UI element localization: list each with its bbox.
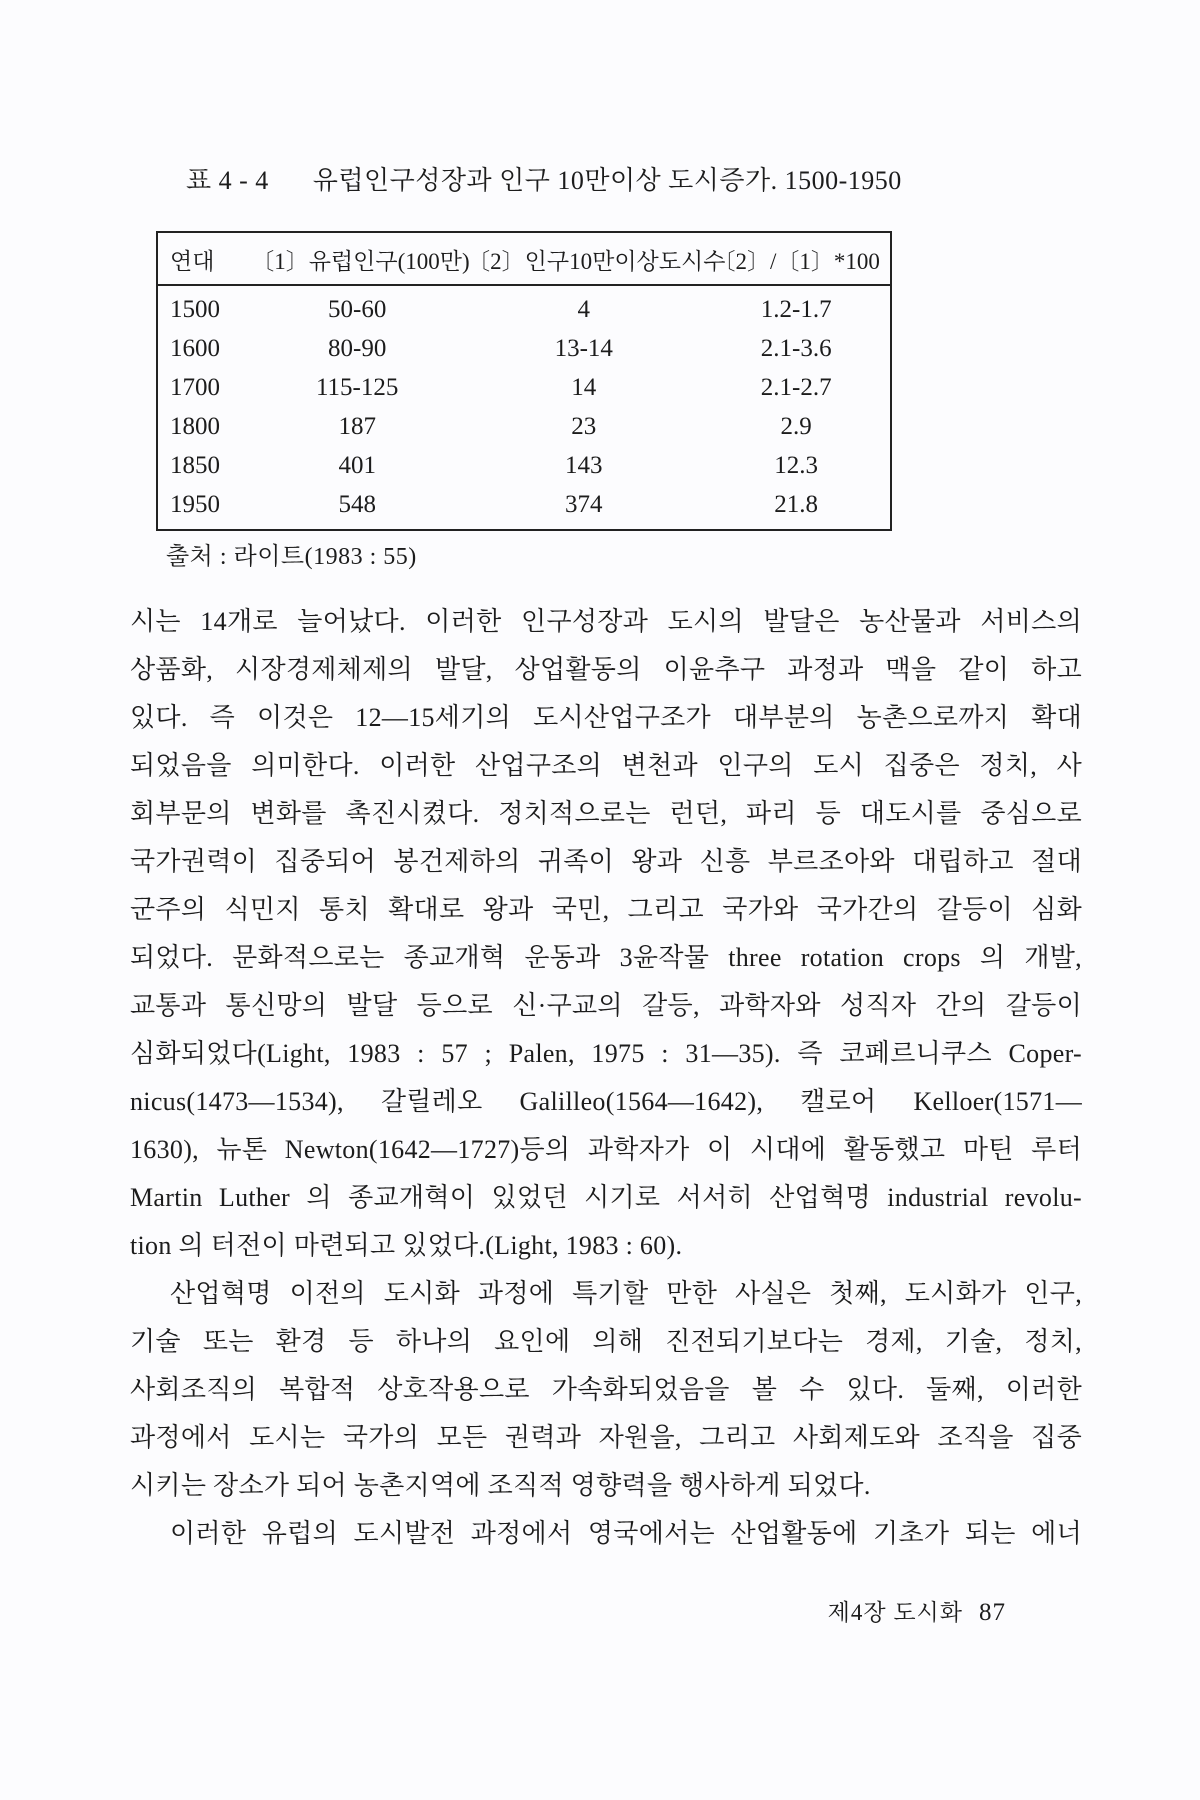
- text-line: 기술 또는 환경 등 하나의 요인에 의해 진전되기보다는 경제, 기술, 정치,: [130, 1327, 1082, 1356]
- table-cell: 12.3: [774, 452, 819, 479]
- table-header-row: [157, 232, 891, 285]
- table-row: [157, 485, 891, 530]
- column-header: 〔2〕인구10만이상도시수: [465, 232, 702, 285]
- column-header: 〔1〕유럽인구(100만): [249, 232, 465, 285]
- text-line: 국가권력이 집중되어 봉건제하의 귀족이 왕과 신흥 부르조아와 대립하고 절대: [130, 847, 1082, 876]
- table-cell: 401: [338, 452, 376, 479]
- table-source: 출처 : 라이트(1983 : 55): [166, 544, 417, 570]
- table-cell: 21.8: [774, 491, 819, 518]
- table-row: [157, 446, 891, 485]
- text-line: 이러한 유럽의 도시발전 과정에서 영국에서는 산업활동에 기초가 되는 에너: [170, 1519, 1082, 1548]
- text-line: 1630), 뉴톤 Newton(1642—1727)등의 과학자가 이 시대에 활동했고 마틴 루터: [130, 1135, 1082, 1164]
- table-row: [157, 407, 891, 446]
- table-cell: 50-60: [328, 296, 387, 323]
- table-cell: 13-14: [554, 335, 613, 362]
- data-table: [156, 231, 892, 531]
- table-cell: 1850: [170, 452, 220, 479]
- text-line: 있다. 즉 이것은 12—15세기의 도시산업구조가 대부분의 농촌으로까지 확대: [130, 703, 1082, 732]
- table-row: [157, 329, 891, 368]
- table-cell: 80-90: [328, 335, 387, 362]
- table-cell: 1950: [170, 491, 220, 518]
- table-cell: 374: [565, 491, 603, 518]
- text-line: 되었다. 문화적으로는 종교개혁 운동과 3윤작물 three rotation crops 의 개발,: [130, 943, 1082, 972]
- table-cell: 2.1-3.6: [760, 335, 832, 362]
- table-row: [157, 285, 891, 329]
- table-cell: 23: [571, 413, 597, 440]
- text-line: tion 의 터전이 마련되고 있었다.(Light, 1983 : 60).: [130, 1231, 683, 1260]
- table-cell: 1600: [170, 335, 220, 362]
- text-line: nicus(1473—1534), 갈릴레오 Galilleo(1564—1642), 캘로어 Kelloer(1571—: [130, 1087, 1082, 1116]
- table-cell: 115-125: [315, 374, 399, 401]
- table-cell: 187: [338, 413, 376, 440]
- text-line: Martin Luther 의 종교개혁이 있었던 시기로 서서히 산업혁명 industrial revolu-: [130, 1183, 1082, 1212]
- table-cell: 1500: [170, 296, 220, 323]
- table-cell: 1.2-1.7: [760, 296, 832, 323]
- text-line: 회부문의 변화를 촉진시켰다. 정치적으로는 런던, 파리 등 대도시를 중심으로: [130, 799, 1082, 828]
- table-caption-text: 유럽인구성장과 인구 10만이상 도시증가. 1500-1950: [312, 166, 902, 195]
- page-footer: [130, 1594, 1006, 1627]
- table-label: 표 4 - 4: [186, 166, 269, 195]
- table-cell: 4: [577, 296, 590, 323]
- table-cell: 1700: [170, 374, 220, 401]
- table-cell: 2.1-2.7: [760, 374, 832, 401]
- table-cell: 2.9: [780, 413, 812, 440]
- table-cell: 14: [571, 374, 597, 401]
- text-line: 되었음을 의미한다. 이러한 산업구조의 변천과 인구의 도시 집중은 정치, 사: [130, 751, 1082, 780]
- text-line: 시키는 장소가 되어 농촌지역에 조직적 영향력을 행사하게 되었다.: [130, 1471, 871, 1500]
- table-body: [157, 285, 891, 530]
- table-caption: [186, 160, 902, 197]
- text-line: 교통과 통신망의 발달 등으로 신·구교의 갈등, 과학자와 성직자 간의 갈등이: [130, 991, 1082, 1020]
- table-head: [157, 232, 891, 285]
- body-text: [130, 598, 1082, 1558]
- table-cell: 1800: [170, 413, 220, 440]
- text-line: 산업혁명 이전의 도시화 과정에 특기할 만한 사실은 첫째, 도시화가 인구,: [170, 1279, 1082, 1308]
- column-header: 〔2〕/〔1〕*100: [702, 232, 891, 285]
- text-line: 사회조직의 복합적 상호작용으로 가속화되었음을 볼 수 있다. 둘째, 이러한: [130, 1375, 1082, 1404]
- text-line: 시는 14개로 늘어났다. 이러한 인구성장과 도시의 발달은 농산물과 서비스의: [130, 607, 1082, 636]
- column-header: 연대: [157, 232, 249, 285]
- chapter-label: 제4장 도시화: [827, 1600, 963, 1625]
- text-line: 군주의 식민지 통치 확대로 왕과 국민, 그리고 국가와 국가간의 갈등이 심화: [130, 895, 1082, 924]
- table-cell: 548: [338, 491, 376, 518]
- text-line: 상품화, 시장경제체제의 발달, 상업활동의 이윤추구 과정과 맥을 같이 하고: [130, 655, 1082, 684]
- page-number: 87: [979, 1599, 1006, 1626]
- table-cell: 143: [565, 452, 603, 479]
- text-line: 과정에서 도시는 국가의 모든 권력과 자원을, 그리고 사회제도와 조직을 집중: [130, 1423, 1082, 1452]
- table-row: [157, 368, 891, 407]
- text-line: 심화되었다(Light, 1983 : 57 ; Palen, 1975 : 31—35). 즉 코페르니쿠스 Coper-: [130, 1039, 1082, 1068]
